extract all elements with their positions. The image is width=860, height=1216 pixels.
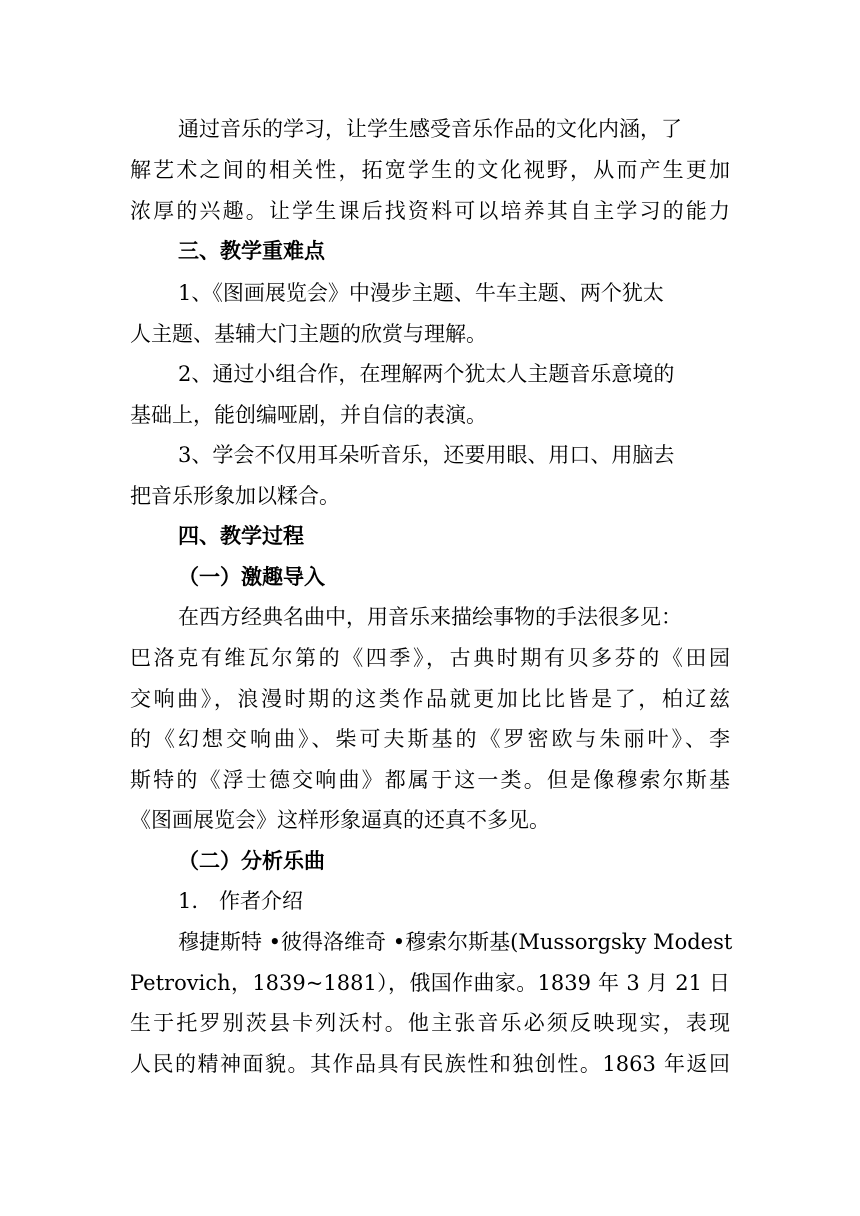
section-title-key-points: 三、教学重难点 [178, 239, 325, 263]
paragraph-culture-line-3: 浓厚的兴趣。让学生课后找资料可以培养其自主学习的能力 [130, 199, 730, 223]
paragraph-culture-line-1: 通过音乐的学习，让学生感受音乐作品的文化内涵，了 [178, 117, 682, 141]
subsection-title-intro: （一）激趣导入 [178, 565, 325, 589]
intro-line-4: 的《幻想交响曲》、柴可夫斯基的《罗密欧与朱丽叶》、李 [130, 727, 730, 751]
paragraph-culture-line-2: 解艺术之间的相关性，拓宽学生的文化视野，从而产生更加 [130, 158, 730, 182]
key-point-line-6: 把音乐形象加以糅合。 [130, 484, 340, 508]
item-title-author: 1. 作者介绍 [178, 889, 304, 913]
author-line-1: 穆捷斯特 •彼得洛维奇 •穆索尔斯基(Mussorgsky Modest [178, 930, 733, 954]
key-point-line-4: 基础上，能创编哑剧，并自信的表演。 [130, 403, 487, 427]
intro-line-2: 巴洛克有维瓦尔第的《四季》，古典时期有贝多芬的《田园 [130, 646, 730, 670]
key-point-line-3: 2、通过小组合作，在理解两个犹太人主题音乐意境的 [178, 362, 675, 386]
key-point-line-5: 3、学会不仅用耳朵听音乐，还要用眼、用口、用脑去 [178, 443, 675, 467]
intro-line-3: 交响曲》，浪漫时期的这类作品就更加比比皆是了，柏辽兹 [130, 687, 730, 711]
key-point-line-2: 人主题、基辅大门主题的欣赏与理解。 [130, 322, 487, 346]
intro-line-6: 《图画展览会》这样形象逼真的还真不多见。 [130, 808, 550, 832]
intro-line-5: 斯特的《浮士德交响曲》都属于这一类。但是像穆索尔斯基 [130, 768, 730, 792]
intro-line-1: 在西方经典名曲中，用音乐来描绘事物的手法很多见： [178, 605, 682, 629]
author-line-4: 人民的精神面貌。其作品具有民族性和独创性。1863 年返回 [130, 1052, 730, 1076]
author-line-2: Petrovich，1839~1881），俄国作曲家。1839 年 3 月 21 日 [130, 971, 730, 995]
subsection-title-analysis: （二）分析乐曲 [178, 849, 325, 873]
key-point-line-1: 1、《图画展览会》中漫步主题、牛车主题、两个犹太 [178, 281, 664, 305]
author-line-3: 生于托罗别茨县卡列沃村。他主张音乐必须反映现实，表现 [130, 1011, 730, 1035]
section-title-teaching-process: 四、教学过程 [178, 524, 304, 548]
